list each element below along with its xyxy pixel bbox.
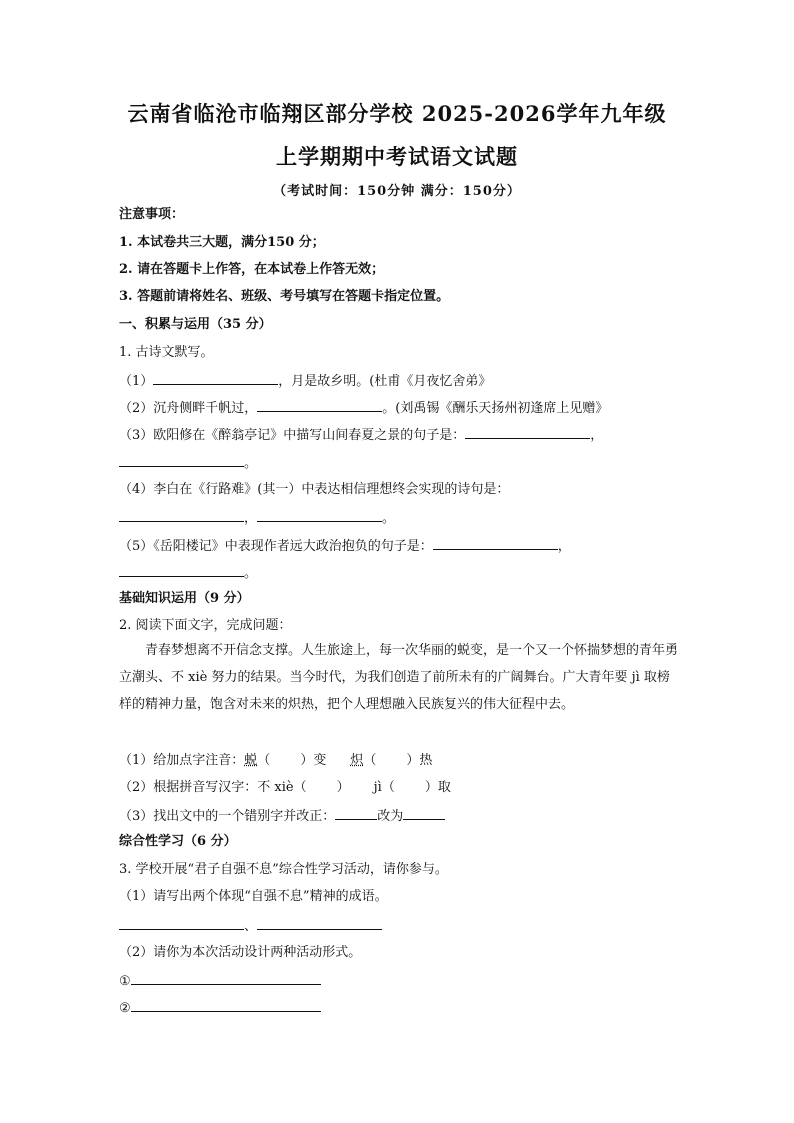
q3-stem: 3. 学校开展“君子自强不息”综合性学习活动，请你参与。 <box>119 862 448 877</box>
q2-sub3 <box>119 806 445 826</box>
q3-sub2-blank-1[interactable] <box>131 971 321 985</box>
q3-sub1-answer <box>119 916 382 936</box>
q1-item2 <box>119 398 608 418</box>
notice-item-1: 1. 本试卷共三大题，满分150 分； <box>119 235 325 250</box>
q1-item5 <box>119 536 571 556</box>
q1-item4: （4）李白在《行路难》(其一）中表达相信理想终会实现的诗句是： <box>119 482 510 497</box>
q1-item3 <box>119 425 603 445</box>
q1-item5-end: 。 <box>244 566 258 581</box>
q3-sub2-answer-1 <box>119 971 321 991</box>
exam-title-line2: 上学期期中考试语文试题 <box>276 144 518 169</box>
q2-sub3-blank-1[interactable] <box>335 806 377 820</box>
q3-sub2-answer-2 <box>119 998 321 1018</box>
q1-item3-comma: ， <box>590 428 604 443</box>
q2-sub2: （2）根据拼音写汉字：不 xiè（ ） jì（ ）取 <box>119 780 451 795</box>
q3-sub1-blank-2[interactable] <box>257 916 382 930</box>
q1-item1 <box>119 371 491 391</box>
q2-sub3-label: （3）找出文中的一个错别字并改正： <box>119 809 336 824</box>
q1-item5-cont <box>119 563 257 583</box>
q2-sub2-word2: jì <box>373 780 382 795</box>
q1-item3-blank-1[interactable] <box>465 425 590 439</box>
q3-sub2-circle-2: ② <box>119 1001 131 1016</box>
basic-heading: 基础知识运用（9 分） <box>119 591 250 606</box>
q2-sub1: （1）给加点字注音：蜕（ ）变 炽（ ）热 <box>119 753 433 768</box>
q1-item5-blank-1[interactable] <box>433 536 558 550</box>
q1-item1-blank[interactable] <box>153 371 278 385</box>
q2-sub2-end: 取 <box>437 780 451 795</box>
q1-item5-comma: ， <box>557 539 571 554</box>
q1-item5-text: （5）《岳阳楼记》中表现作者远大政治抱负的句子是： <box>119 539 433 554</box>
notice-item-3: 3. 答题前请将姓名、班级、考号填写在答题卡指定位置。 <box>119 289 450 304</box>
q2-sub1-word2: 炽 <box>350 753 364 768</box>
q3-sub1-blank-1[interactable] <box>119 916 244 930</box>
q1-item4-end: 。 <box>382 511 396 526</box>
q2-sub2-label: （2）根据拼音写汉字：不 xiè <box>119 780 294 795</box>
q1-item3-end: 。 <box>244 456 258 471</box>
q2-sub1-word2b: 热 <box>419 753 433 768</box>
q3-sub2-blank-2[interactable] <box>131 998 321 1012</box>
q1-item4-blank-2[interactable] <box>257 508 382 522</box>
exam-title-line1: 云南省临沧市临翔区部分学校 2025-2026学年九年级 <box>127 101 667 126</box>
exam-info: （考试时间：150分钟 满分：150分） <box>273 184 521 199</box>
q2-sub3-blank-2[interactable] <box>403 806 445 820</box>
q3-sub2-circle-1: ① <box>119 974 131 989</box>
q1-item2-num: （2） <box>119 401 154 416</box>
q1-item3-text: （3）欧阳修在《醉翁亭记》中描写山间春夏之景的句子是： <box>119 428 466 443</box>
q2-sub1-word1: 蜕 <box>244 753 258 768</box>
q1-item2-text-b: 。(刘禹锡《酬乐天扬州初逢席上见赠》 <box>382 401 609 416</box>
q2-sub1-label: （1）给加点字注音： <box>119 753 245 768</box>
q1-item2-blank[interactable] <box>257 398 382 412</box>
q2-sub3-mid: 改为 <box>377 809 404 824</box>
q1-stem: 1. 古诗文默写。 <box>119 345 214 360</box>
q1-item3-cont <box>119 453 257 473</box>
q1-item4-cont <box>119 508 395 528</box>
q2-passage: 青春梦想离不开信念支撑。人生旅途上，每一次华丽的蜕变，是一个又一个怀揣梦想的青年勇立潮头、不 xiè 努力的结果。当今时代，为我们创造了前所未有的广阔舞台。广大青年要 jì 取榜样的精神力量，饱含对未来的炽热，把个人理想融入民族复兴的伟大征程中去。 <box>119 643 679 712</box>
q1-item3-blank-2[interactable] <box>119 453 244 467</box>
notice-heading: 注意事项： <box>119 207 185 222</box>
q1-item4-blank-1[interactable] <box>119 508 244 522</box>
q1-item5-blank-2[interactable] <box>119 563 244 577</box>
q3-sub1-sep: 、 <box>244 919 258 934</box>
notice-item-2: 2. 请在答题卡上作答，在本试卷上作答无效； <box>119 262 385 277</box>
q1-item1-num: （1） <box>119 374 154 389</box>
q1-item1-text: ，月是故乡明。(杜甫《月夜忆舍弟》 <box>278 374 492 389</box>
q2-sub1-word1b: 变 <box>313 753 327 768</box>
comprehensive-heading: 综合性学习（6 分） <box>119 834 237 849</box>
q3-sub1: （1）请写出两个体现“自强不息”精神的成语。 <box>119 889 388 904</box>
q1-item2-text-a: 沉舟侧畔千帆过， <box>153 401 258 416</box>
section1-heading: 一、积累与运用（35 分） <box>119 317 272 332</box>
q3-sub2: （2）请你为本次活动设计两种活动形式。 <box>119 945 362 960</box>
q1-item4-comma: ， <box>244 511 258 526</box>
q2-stem: 2. 阅读下面文字，完成问题： <box>119 618 292 633</box>
